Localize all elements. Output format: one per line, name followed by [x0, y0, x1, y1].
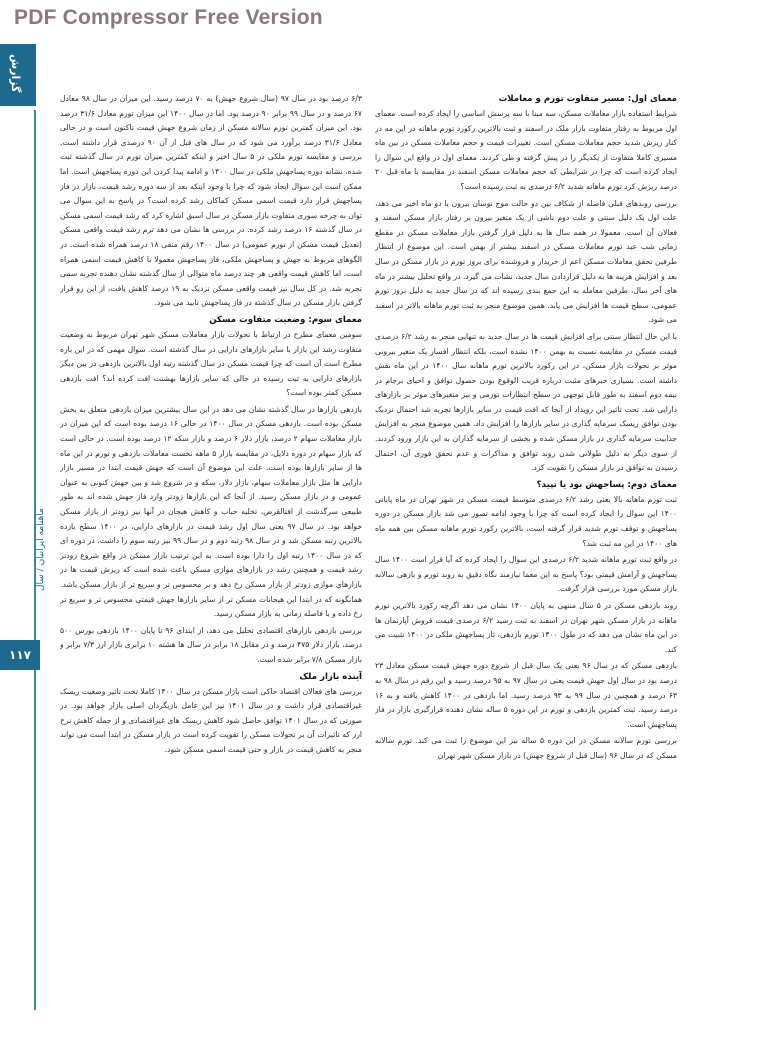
side-running-text: ماهنامه ایرانیان / سال	[36, 508, 46, 592]
body-paragraph: ثبت تورم ماهانه بالا یعنی رشد ۶/۲ درصدی متوسط قیمت مسکن در شهر تهران در ماه پایانی ۱۴۰۰ این سوال را ایجاد کرده است که چرا با وجود ادامه تصور می شد بازار مسکن در دوره پساجهش و توقف تورم شدید قرار گرفته است، بالاترین رکورد تورم ماهانه مسکن بین همه ماه های ۱۴۰۰ در این مه ثبت شد؟	[375, 494, 677, 548]
section-heading: معمای دوم: پساجهش بود یا تپید؟	[536, 479, 677, 490]
section-heading: معمای سوم: وضعیت متفاوت مسکن	[209, 314, 362, 325]
body-paragraph: بررسی های فعالان اقتصاد حاکی است بازار مسکن در سال ۱۴۰۰ کاملا تحت تاثیر وضعیت ریسک غیراقتصادی قرار داشت و در سال ۱۴۰۱ نیز این عامل بازیگردان اصلی بازار خواهد بود. در صورتی که در سال ۱۴۰۱ توافق حاصل شود کاهش ریسک های غیراقتصادی و از جمله کاهش نرخ ارز که تاثیرات آن بر تحولات مسکن را تقویت کرده است در بازار مسکن در ابتدا است می تواند منجر به کاهش قیمت در بازار و حتی قیمت اسمی مسکن شود.	[60, 686, 362, 754]
body-paragraph: با این حال انتظار سنتی برای افزایش قیمت ها در سال جدید به تنهایی منجر به رشد ۶/۲ درصدی قیمت مسکن در مقایسه نسبت به بهمن ۱۴۰۰ نشده است، بلکه انتظار افسار یک متغیر بیرونی موثر بر تحولات بازار مسکن، در این رکورد بالاترین تورم ماهانه سال ۱۴۰۰ در این ماه نقش داشته است. بسیاری خبرهای مثبت درباره قریب الوقوع بودن حصول توافق و احیای برجام در نیمه دوم اسفند به طور قابل توجهی در سطح انتظارات تورمی و نیز متغیرهای موثر بر بازارهای دارایی شد. تحت تاثیر این رویداد از آنجا که افت قیمت در سایر بازارها تجربه شد احتمال نزدیک بودن توافق ریسک سرمایه گذاری در سایر بازارها را افزایش داد. همین موضوع منجر به افزایش جذابیت سرمایه گذاری در بازار مسکن شده و بخشی از سرمایه گذاران به این بازار ورود کردند. از سوی دیگر به دلیل طولانی شدن روند توافق و مذاکرات و عدم تحقق فوری آن، احتمال رسیدن به توافق در بازار مسکن را تقویت کرد.	[375, 331, 677, 473]
body-paragraph: ۶/۳ درصد بود در سال ۹۷ (سال شروع جهش) به ۷۰ درصد رسید. این میزان در سال ۹۸ معادل ۶۷ درصد و در سال ۹۹ برابر ۹۰ درصد بود. اما در سال ۱۴۰۰ این میزان تورم معادل ۳۱/۶ درصد بود. این میزان کمترین تورم سالانه مسکن از زمان شروع جهش قیمت تاکنون است و در حالی معادل ۳۱/۶ درصد برآورد می شود که در سال های قبل از آن ۹۰ درصدی قرار داشته است. بررسی و مقایسه تورم ملکی در ۵ سال اخیر و اینکه کمترین میزان تورم در سال گذشته ثبت شده، نشانه دوره پساجهش ملکی در سال ۱۴۰۰ و ادامه پیدا کردن این دوره پساجهش است. اما ممکن است این سوال ایجاد شود که چرا با وجود اینکه بعد از سه دوره رشد قیمت، بازار در فاز پساجهش قرار دارد قیمت اسمی مسکن کماکان رشد کرده است؟ در پاسخ به این سوال می توان به چرخه سوری متفاوت بازار مسکن در سال اسبق اشاره کرد که رشد قیمت اسمی مسکن در سال گذشته ۱۶ درصد رشد کرده. در بررسی ها نشان می دهد ترم رشد قیمت واقعی مسکن (تعدیل قیمت مسکن از تورم عمومی) در سال ۱۴۰۰ رقم منفی ۱۸ درصد همراه شده است. در الگوهای مربوط به جهش و پساجهش ملکی، فاز پساجهش معمولا با کاهش قیمت اسمی همراه است. اما کاهش قیمت واقعی هر چند درصد ماه متوالی از سال گذشته نشان دهنده تجربه سمی تجربه شد. در کل سال نیز قیمت واقعی مسکن نزدیک به ۱۹ درصد کاهش یافت، از این رو قرار گرفتن بازار مسکن در سال گذشته در فاز پساجهش تایید می شود.	[60, 94, 362, 308]
body-paragraph: بررسی تورم سالانه مسکن در این دوره ۵ ساله نیز این موضوع را ثبت می کند. تورم سالانه مسکن که در سال ۹۶ (سال قبل از شروع جهش) در بازار مسکن شهر تهران	[375, 736, 677, 760]
article-column-left	[60, 92, 362, 1012]
body-paragraph: سومین معمای مطرح در ارتباط با تحولات بازار معاملات مسکن شهر تهران مربوط به وضعیت متفاوت رشد این بازار با سایر بازارهای دارایی در سال گذشته است. سوال مهمی که در این باره مطرح است آن است که چرا قیمت مسکن در سال گذشته رتبه اول بالاترین بازدهی در بین دیگر بازارهای دارایی به ثبت رسیده در حالی که سایر بازارها بهشتت افت کرده اند؟ افت بازدهی مسکن کمتر بوده است؟	[60, 329, 362, 398]
body-paragraph: بررسی بازدهی بازارهای اقتصادی تحلیل می دهد، از ابتدای ۹۶ تا پایان ۱۴۰۰ بازدهی بورس ۵۰۰ درصد، بازار دلار ۴۷۵ درصد و در مقابل ۱۸ برابر در سال ها هشته ۱۰ برابری بازار ارز ۷/۳ برابر و بازار مسکن ۷/۸ برابر شده است.	[60, 625, 362, 664]
section-heading: آینده بازار ملک	[299, 671, 362, 682]
body-paragraph: روند بازدهی مسکن در ۵ سال منتهی به پایان ۱۴۰۰ نشان می دهد اگرچه رکورد بالاترین تورم ماهانه در بازار مسکن شهر تهران در اسفند به ثبت رسید ۶/۲ درصدی قیمت فروش آپارتمان ها در این ماه نشان می دهد که در طول ۱۴۰۰ تورم بازدهی، ثاز پساجهش ملکی در ۱۴۰۰ تثبیت می کند.	[375, 601, 677, 654]
pdf-compressor-watermark: PDF Compressor Free Version	[14, 6, 323, 29]
body-paragraph: شرایط استفاده بازار معاملات مسکن، سه مبنا با سه پرسش اساسی را ایجاد کرده است. معمای اول مربوط به رفتار متفاوت بازار ملک در اسفند و ثبت بالاترین رکورد تورم ماهانه در این مه در کنار ریزش شدید حجم معاملات مسکن است. تغییرات قیمت و حجم معاملات مسکن در بین ماه مسیری کاملا متفاوت از یکدیگر را در پیش گرفته و طی کردند. معمای اول در واقع این سوال را ایجاد کرده است که چرا در شرایطی که حجم معاملات مسکن اسفند در مقایسه با ماه قبل ۲۰ درصد ریزش کرد تورم ماهانه شدید ۶/۲ درصدی به ثبت رسیده است؟	[375, 109, 677, 191]
section-tab-label: گزارش	[9, 54, 22, 93]
body-paragraph: بازدهی بازارها در سال گذشته نشان می دهد در این سال بیشترین میزان بازدهی متعلق به بخش مسکن بوده است. بازدهی مسکن در سال ۱۴۰۰ در حالی ۱۶ درصد بوده است که این میزان در بازار معاملات سهام ۲ درصد، بازار دلار ۶ درصد و بازار سکه ۱۲ درصد بوده است. در حالی است که بازار سهام در دوره دلایل، در مقایسه بازار ۵ ماهه نخست معاملات بازدهی و تورم در این ماه ها از سایر بازارها بوده است. علت این موضوع آن است که جهش قیمت ابتدا در مسیر بازار دارایی ها مثل بازار معاملات سهام، بازار دلار، سکه و در شروع شد و بین جهش کنونی به عنوان عمومی و در بازار مسکن رسید. از آنجا که این بازارها زودتر وارد فاز جهش شده اند به طور طبیعی سرگذشت از افتالقرض، تخلیه حباب و کاهش هیجان در آنها نیز زودتر از بازار مسکن خواهد بود. در سال ۹۷ یعنی سال اول رشد قیمت در بازارهای دارایی، در ۱۴۰۰ سطح بازده بالاترین رتبه مسکن شد و در سال ۹۸ رتبه دوم و در سال ۹۹ نیز رتبه سوم را داشت. در دوره ای که در سال ۱۴۰۰ رتبه اول را دارا بوده است. به این ترتیب بازار مسکن در واقع شروع زودتر رشد قیمت و همچنین رشد در بازارهای موازی مسکن باعث شده است که ریزش قیمت ها در بازارهای موازی زودتر از بازار مسکن رخ دهد و بر محسوس تر و سریع تر از بازار مسکن باشد. همانگونه که در ابتدا این هیجانات مسکن تر از سایر بازارها جهش قیمتی محسوس تر و سریع تر رخ داده و با فاصله زمانی به بازار مسکن رسید.	[60, 404, 362, 619]
section-tab	[0, 44, 36, 106]
page-number: ۱۱۷	[0, 640, 40, 670]
section-heading: معمای اول: مسیر متفاوت تورم و معاملات	[498, 94, 677, 104]
body-paragraph: در واقع ثبت تورم ماهانه شدید ۶/۲ درصدی این سوال را ایجاد کرده که آیا قرار است ۱۴۰۰ سال پساجهش و آرامش قیمتی بود؟ پاسخ به این معما نیازمند نگاه دقیق به روند تورم و بازهی سالانه بازار مسکن مورد بررسی قرار گرفت.	[375, 555, 677, 594]
body-paragraph: بررسی روندهای قبلی فاصله از شکاف بین دو حالت موج نوسان بیرون یا دو ماه اخیر می دهد، علت اول یک دلیل سنتی و علت دوم ناشی از یک متغیر بیرون بر رفتار بازار مسکن اسفند و فعالان آن است. معمولا در همه سال ها به دلیل قرار گرفتن بازار معاملات مسکن در مقطع زمانی شب عید تورم معاملات مسکن در اسفند بیشتر از بهمن است. این موضوع از انتظار طرفین تحقق معاملات مسکن اعم از خریدار و فروشنده برای بروز تورم در بازار مسکن در سال بعد و افزایش هزینه ها به دلیل قراردادن سال جدید، نشات می گیرد. در واقع تحلیل بیشتر در ماه های آخر سال، طرفین معامله به این جمع بندی رسیده اند که در سال جدید به دلیل بروز تورم عمومی، سطح قیمت ها افزایش می یابد. همین موضوع منجر به ثبت تورم ماهانه بالاتر در اسفند می شود.	[375, 198, 677, 325]
body-paragraph: بازدهی مسکن که در سال ۹۶ یعنی یک سال قبل از شروع دوره جهش قیمت مسکن معادل ۲۳ درصد بود در سال اول جهش قیمت یعنی در سال ۹۷ به ۹۵ درصد رسید و این رقم در سال ۹۸ به ۶۳ درصد و همچنین در سال ۹۹ به ۹۳ درصد رسید. اما بازدهی در ۱۴۰۰ کاهش یافته و به ۱۶ درصد رسید. ثبت کمترین بازدهی و تورم در این دوره ۵ ساله نشان دهنده قرارگیری بازار در فاز پساجهش است.	[375, 661, 677, 729]
article-column-right	[375, 92, 677, 1012]
